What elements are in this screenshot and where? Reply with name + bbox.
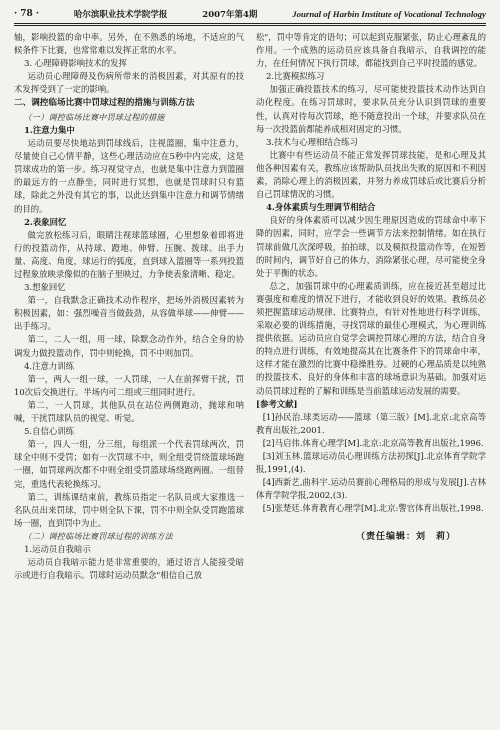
paragraph: 比赛中有些运动员不能正常发挥罚球技能，是和心理及其他各种因素有关，教练应该帮助队员找出失败的原因和不利因素，消除心理上的消极因素，并努力养成罚球后或比赛后分析自己罚球情况的习惯。	[256, 149, 486, 200]
paragraph: 第二，一人罚球，其他队员在站位两侧跑动，抛球和呐喊，干扰罚球队员的视觉、听觉。	[14, 399, 244, 424]
subheading: 3.想象回忆	[24, 282, 66, 293]
subheading: 3. 心理障碍影响技术的发挥	[24, 58, 127, 69]
journal-title-en: Journal of Harbin Institute of Vocational Technology	[292, 9, 486, 19]
subsection-heading: （一）调控临场比赛中罚球过程的措施	[23, 112, 165, 122]
subheading: 2.比赛模拟练习	[266, 71, 325, 82]
paragraph: 做完放松练习后，眼睛注视球篮球圈，心里想象着即将进行的投篮动作，从持球、蹬地、伸臂、压腕、拨球、出手力量、高度、角度，球运行的弧度，直到球入篮圈等一系列投篮过程象放映录像似的在脑子里映过，力争使表象清晰、稳定。	[14, 229, 244, 279]
reference-item: [1]孙民治.球类运动——篮球（第三版）[M].北京:北京高等教育出版社,2001.	[256, 411, 486, 435]
paragraph: 第一，自我默念正确技术动作程序，把场外消极因素转为积极因素，如：强烈噪音当做鼓劲，从容做举球——伸臂——出手练习。	[14, 295, 244, 332]
subheading: 4.身体素质与生理调节相结合	[266, 202, 376, 213]
paragraph: 第二，训练课结束前，教练员指定一名队员或大家推选一名队员出来罚球，罚中则全队下课，罚不中则全队受罚跑篮球场一圈，直到罚中为止。	[14, 491, 244, 528]
issue-label: 2007年第4期	[202, 10, 258, 20]
reference-item: [5]张楚廷.体育教育心理学[M].北京:警官体育出版社,1998.	[262, 503, 484, 514]
references-title: [参考文献]	[256, 398, 298, 409]
section-heading: 二、调控临场比赛中罚球过程的措施与训练方法	[14, 98, 195, 109]
running-header	[14, 8, 486, 24]
subheading: 5.自信心训练	[24, 426, 74, 437]
subheading: 3.技术与心理相结合练习	[266, 136, 358, 147]
right-column	[256, 31, 486, 717]
subheading: 1.注意力集中	[24, 124, 75, 135]
subheading: 1.运动员自我暗示	[24, 543, 91, 554]
subheading: 2.表象回忆	[24, 216, 67, 227]
journal-page	[14, 8, 486, 724]
reference-item: [2]马启伟.体育心理学[M].北京:北京高等教育出版社,1996.	[262, 437, 484, 448]
paragraph: 加强正确投篮技术的练习，尽可能使投篮技术动作达到自动化程度。在练习罚球时，要求队员充分认识到罚球的重要性，认真对待每次罚球，绝不随意投出一个球，并要求队员在每一次投篮前都能养成相对固定的习惯。	[256, 84, 486, 134]
paragraph: 运动员要尽快地站到罚球线后，注视篮圈，集中注意力，尽量使自己心情平静，这些心理活动应在5秒中内完成，这是罚球成功的第一步。练习视觉守点，也就是集中注意力到篮圈的最远方的一点静坐，同时进行冥想，也就是罚球时只有篮球，除此之外没有其它的事，以此达到集中注意力和调节情绪的目的。	[14, 138, 244, 214]
two-column-body	[14, 31, 486, 717]
paragraph: 第一，两人一组一球，一人罚球，一人在前挥臂干扰，罚10次后交换进行。半场内可二组或三组同时进行。	[14, 373, 244, 397]
paragraph: 松"，罚中等肯定的语句；可以起到克服紧张，防止心理紊乱的作用。一个成熟的运动员应该具备自我暗示，自我调控的能力，在任何情况下执行罚球，都能找到自己平时投篮的感觉。	[256, 32, 486, 69]
journal-title-cn: 哈尔滨职业技术学院学报	[73, 10, 168, 20]
paragraph: 第二，二人一组，用一球，除默念动作外，结合全身的协调发力做投篮动作，罚中则轮换，罚不中则加罚。	[14, 334, 244, 358]
references-list	[256, 411, 486, 516]
paragraph: 第一，四人一组，分三组，每组派一个代表罚球两次，罚球全中则不受罚；如有一次罚球不中，则全组受罚绕篮球场跑一圈，如罚球两次都不中则全组受罚篮球场绕跑两圈。一组替完，重选代表轮换练习。	[14, 439, 244, 489]
page-number: · 78 ·	[14, 9, 40, 19]
subheading: 4.注意力训练	[24, 360, 74, 371]
paragraph: 总之，加强罚球中的心理素质训练，应在接近甚至超过比赛强度和难度的情况下进行，才能收到良好的效果。教练员必须把握篮球运动规律、比赛特点，有针对性地进行科学训练，采取必要的训练措施，寻找罚球的最佳心理模式，为心理训练提供依据。运动员应自觉学会调控罚球心理的方法，结合自身的特点进行训练，有效地提高其在比赛条件下的罚球命中率，这样才能在激烈的比赛中稳操胜券。过硬的心理品质是以纯熟的投篮技术、良好的身体和丰富的球场意识为基础。加强对运动员罚球过程的了解和训练是当前篮球运动发展的需要。	[256, 280, 486, 396]
paragraph: 运动员自我暗示能力是非常重要的，通过语言人能接受暗示或进行自我暗示。罚球时运动员默念"相信自己放	[14, 557, 244, 581]
header-rule	[14, 25, 486, 26]
subsection-heading: （二）调控临场比赛罚球过程的训练方法	[23, 531, 173, 541]
left-column	[14, 31, 244, 717]
reference-item: [3]刘玉林.篮球运动员心理训练方法初探[J].北京体育学院学报,1991,(4).	[256, 451, 486, 475]
paragraph: 轴，影响投篮的命中率。另外，在不熟悉的场地，不适应的气候条件下比赛，也常常难以发挥正常的水平。	[14, 32, 244, 56]
reference-item: [4]西新艺,曲科宇.运动员赛前心理格局的形成与发展[J].吉林体育学院学报,2002,(3).	[256, 477, 486, 501]
paragraph: 运动员心理障碍及伤病所带来的消极因素，对其原有的技术发挥受到了一定的影响。	[14, 71, 244, 95]
paragraph: 良好的身体素质可以减少因生理原因造成的罚球命中率下降的因素，同时，应学会一些调节方法来控制情绪。如在执行罚球前做几次深呼吸，拍拍球，以及模拟投篮动作等，在短暂的时间内，调节好自己的体力，消除紧张心理，尽可能使全身处于平衡的状态。	[256, 215, 486, 278]
responsible-editor: （责任编辑：刘 莉）	[355, 532, 456, 543]
